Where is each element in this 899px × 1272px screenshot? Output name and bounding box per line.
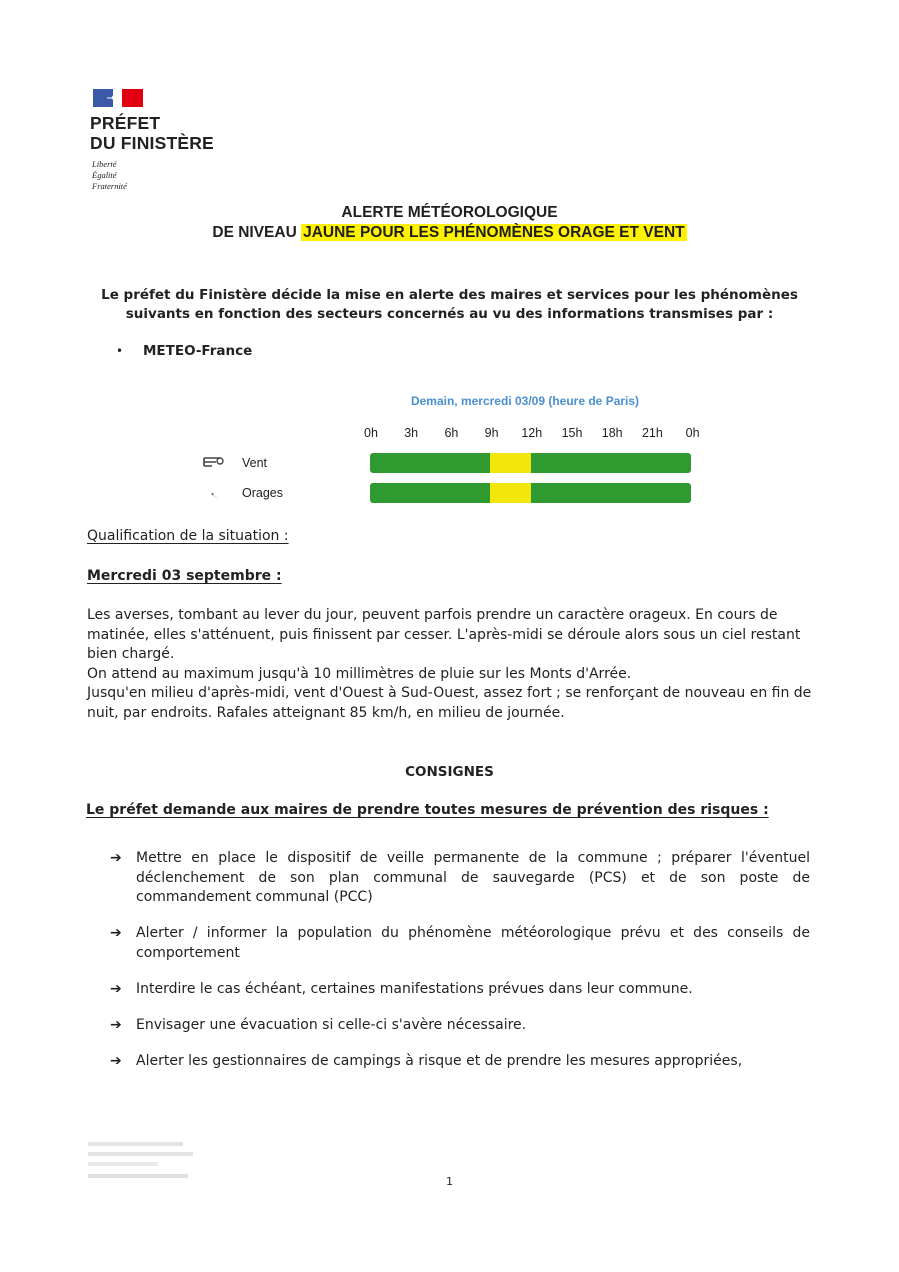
motto-liberte: Liberté (92, 159, 117, 169)
hour-tick-label: 12h (521, 426, 543, 440)
marianne-logo (93, 89, 143, 107)
consigne-item (110, 1016, 810, 1036)
arrow-icon: ➔ (110, 1017, 122, 1033)
situation-text (87, 606, 817, 723)
hour-tick-label: 18h (601, 426, 623, 440)
qualification-heading: Qualification de la situation : (87, 528, 289, 544)
motto-egalite: Égalité (92, 170, 117, 180)
page-number: 1 (446, 1175, 453, 1188)
arrow-icon: ➔ (110, 1053, 122, 1069)
hour-tick-label: 9h (484, 426, 499, 440)
vigilance-bar-orages (370, 483, 691, 503)
situation-paragraph-3: Jusqu'en milieu d'après-midi, vent d'Ouest à Sud-Ouest, assez fort ; se renforçant de nouveau en fin de nuit, par endroits. Rafales atteignant 85 km/h, en milieu de journée. (87, 685, 812, 721)
vigilance-segment-green (531, 483, 692, 503)
row-label-orages: Orages (242, 486, 283, 500)
consigne-text: Interdire le cas échéant, certaines manifestations prévues dans leur commune. (136, 981, 693, 997)
hour-tick-label: 6h (444, 426, 459, 440)
lightning-icon (205, 486, 221, 504)
row-label-vent: Vent (242, 456, 268, 470)
prefecture-name (90, 113, 214, 153)
alert-level-highlight: JAUNE POUR LES PHÉNOMÈNES ORAGE ET VENT (303, 224, 685, 241)
situation-paragraph-1: Les averses, tombant au lever du jour, peuvent parfois prendre un caractère orageux. En cours de matinée, elles s'atténuent, puis finissent par cesser. L'après-midi se déroule alors sous un ciel restant bien chargé. (87, 607, 801, 662)
vigilance-segment-green (370, 453, 490, 473)
bullet-dot: • (116, 344, 124, 358)
republic-motto (92, 159, 127, 192)
arrow-icon: ➔ (110, 981, 122, 997)
vigilance-bar-vent (370, 453, 691, 473)
source-name: METEO-France (143, 343, 253, 359)
vigilance-segment-green (531, 453, 692, 473)
consigne-item (110, 1052, 810, 1072)
hour-tick-label: 21h (641, 426, 663, 440)
hour-tick-label: 3h (404, 426, 419, 440)
arrow-icon: ➔ (110, 850, 122, 866)
consigne-text: Alerter les gestionnaires de campings à risque et de prendre les mesures appropriées, (136, 1053, 743, 1069)
hour-tick-label: 15h (561, 426, 583, 440)
vigilance-segment-yellow (490, 453, 530, 473)
intro-line2: suivants en fonction des secteurs concernés au vu des informations transmises par : (125, 306, 774, 322)
prefecture-line2: DU FINISTÈRE (90, 133, 214, 153)
hour-tick-label: 0h (685, 426, 700, 440)
consigne-text: Envisager une évacuation si celle-ci s'avère nécessaire. (136, 1017, 527, 1033)
hour-tick-label: 0h (364, 426, 378, 440)
consigne-text: Alerter / informer la population du phénomène météorologique prévu et des conseils de comportement (136, 925, 810, 961)
consigne-item (110, 849, 810, 908)
vigilance-segment-yellow (490, 483, 530, 503)
intro-text (60, 286, 839, 324)
arrow-icon: ➔ (110, 925, 122, 941)
consignes-demande: Le préfet demande aux maires de prendre toutes mesures de prévention des risques : (86, 802, 769, 818)
alert-title: ALERTE MÉTÉOROLOGIQUE (341, 204, 558, 221)
alert-level-title (0, 224, 899, 242)
day-heading: Mercredi 03 septembre : (87, 568, 282, 584)
consigne-item (110, 980, 810, 1000)
vigilance-segment-green (370, 483, 490, 503)
consigne-text: Mettre en place le dispositif de veille permanente de la commune ; préparer l'éventuel déclenchement de son plan communal de sauvegarde (PCS) et de son poste de commandement communal (PCC) (136, 850, 810, 905)
alert-level-prefix: DE NIVEAU (212, 224, 302, 241)
intro-line1: Le préfet du Finistère décide la mise en alerte des maires et services pour les phénomènes (101, 287, 798, 303)
wind-icon (202, 455, 224, 473)
situation-paragraph-2: On attend au maximum jusqu'à 10 millimètres de pluie sur les Monts d'Arrée. (87, 665, 632, 682)
vigilance-title: Demain, mercredi 03/09 (heure de Paris) (410, 394, 640, 408)
motto-fraternite: Fraternité (92, 181, 127, 191)
consignes-heading: CONSIGNES (405, 764, 494, 780)
consigne-item (110, 924, 810, 963)
prefecture-line1: PRÉFET (90, 113, 161, 133)
